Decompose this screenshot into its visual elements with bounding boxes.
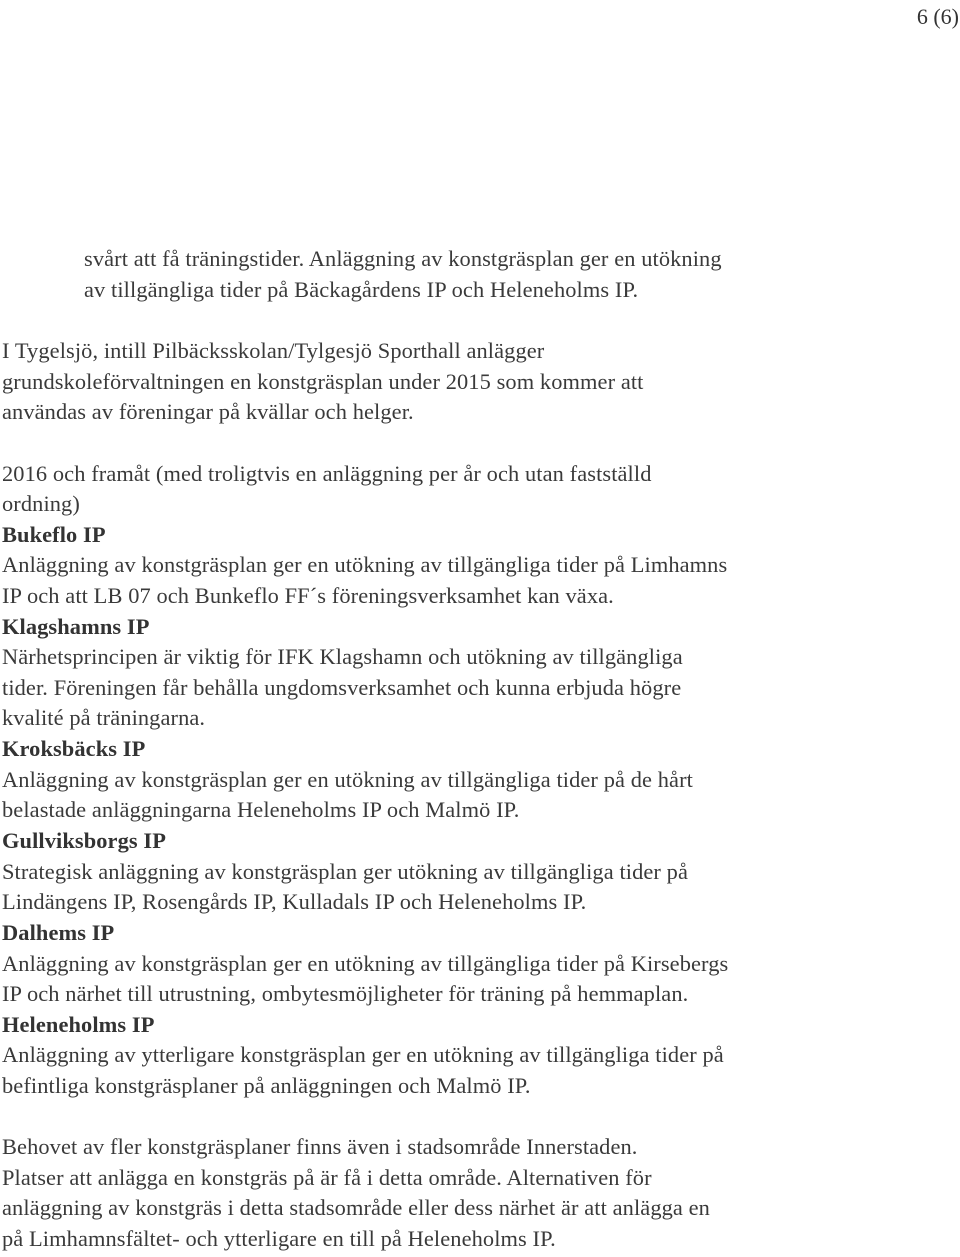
text-line: tider. Föreningen får behålla ungdomsverksamhet och kunna erbjuda högre <box>2 675 682 700</box>
text-line: Anläggning av konstgräsplan ger en utökning av tillgängliga tider på Limhamns <box>2 552 728 577</box>
text-line: Närhetsprincipen är viktig för IFK Klagshamn och utökning av tillgängliga <box>2 644 683 669</box>
venue-heading: Bukeflo IP <box>2 522 106 547</box>
text-line: IP och att LB 07 och Bunkeflo FF´s föreningsverksamhet kan växa. <box>2 583 614 608</box>
text-line: Behovet av fler konstgräsplaner finns även i stadsområde Innerstaden. <box>2 1134 638 1159</box>
text-line: ordning) <box>2 491 80 516</box>
text-line: användas av föreningar på kvällar och helger. <box>2 399 414 424</box>
text-line: anläggning av konstgräs i detta stadsområde eller dess närhet är att anlägga en <box>2 1195 710 1220</box>
venue-heading: Kroksbäcks IP <box>2 736 146 761</box>
text-line: kvalité på träningarna. <box>2 705 206 730</box>
venue-heading: Klagshamns IP <box>2 614 150 639</box>
venue-heading: Heleneholms IP <box>2 1012 155 1037</box>
text-line: Strategisk anläggning av konstgräsplan ger utökning av tillgängliga tider på <box>2 859 689 884</box>
page-number: 6 (6) <box>916 4 959 29</box>
text-line: svårt att få träningstider. Anläggning av konstgräsplan ger en utökning <box>84 246 722 271</box>
text-line: Platser att anlägga en konstgräs på är få i detta område. Alternativen för <box>2 1165 652 1190</box>
text-line: Anläggning av konstgräsplan ger en utökning av tillgängliga tider på Kirsebergs <box>2 951 729 976</box>
text-line: Anläggning av konstgräsplan ger en utökning av tillgängliga tider på de hårt <box>2 767 693 792</box>
text-line: på Limhamnsfältet- och ytterligare en till på Heleneholms IP. <box>2 1226 556 1251</box>
text-line: belastade anläggningarna Heleneholms IP och Malmö IP. <box>2 797 520 822</box>
text-line: av tillgängliga tider på Bäckagårdens IP och Heleneholms IP. <box>84 277 639 302</box>
text-line: 2016 och framåt (med troligtvis en anläggning per år och utan fastställd <box>2 461 652 486</box>
text-line: grundskoleförvaltningen en konstgräsplan under 2015 som kommer att <box>2 369 644 394</box>
text-line: befintliga konstgräsplaner på anläggningen och Malmö IP. <box>2 1073 531 1098</box>
text-line: Lindängens IP, Rosengårds IP, Kulladals IP och Heleneholms IP. <box>2 889 587 914</box>
venue-heading: Dalhems IP <box>2 920 115 945</box>
text-line: IP och närhet till utrustning, ombytesmöjligheter för träning på hemmaplan. <box>2 981 689 1006</box>
venue-heading: Gullviksborgs IP <box>2 828 166 853</box>
text-line: I Tygelsjö, intill Pilbäcksskolan/Tylgesjö Sporthall anlägger <box>2 338 545 363</box>
text-line: Anläggning av ytterligare konstgräsplan ger en utökning av tillgängliga tider på <box>2 1042 724 1067</box>
